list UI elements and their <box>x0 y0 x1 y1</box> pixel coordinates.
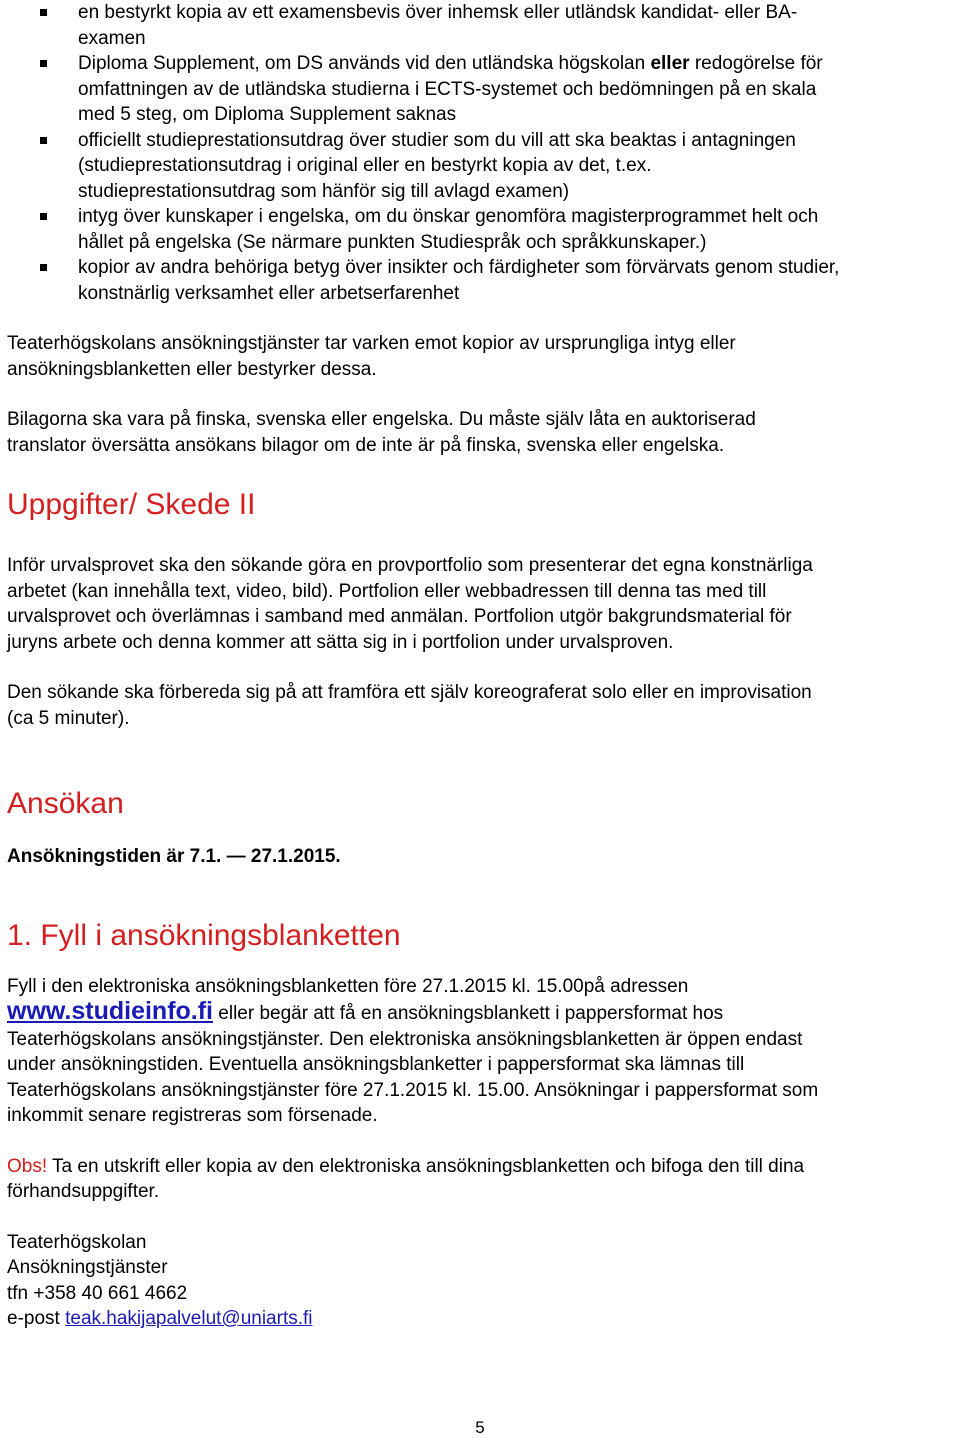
contact-block <box>7 1230 955 1332</box>
section-heading-skede: Uppgifter/ Skede II <box>7 488 256 521</box>
section-heading-ansokan: Ansökan <box>7 787 124 820</box>
paragraph-line: Teaterhögskolans ansökningstjänster före 27.1.2015 kl. 15.00. Ansökningar i pappersformat som <box>7 1079 819 1101</box>
paragraph-line: urvalsprovet och överlämnas i samband med anmälan. Portfolion utgör bakgrundsmaterial för <box>7 606 792 627</box>
contact-phone: tfn +358 40 661 4662 <box>7 1282 188 1304</box>
square-bullet-icon <box>40 60 47 67</box>
list-item-text: Diploma Supplement, om DS används vid den utländska högskolan <box>78 53 651 74</box>
square-bullet-icon <box>40 213 47 220</box>
paragraph-line: förhandsuppgifter. <box>7 1181 160 1202</box>
list-item-line: med 5 steg, om Diploma Supplement saknas <box>78 104 457 125</box>
paragraph-line: Inför urvalsprovet ska den sökande göra en provportfolio som presenterar det egna konstnärliga <box>7 555 813 576</box>
list-item-bold-word: eller <box>650 53 690 74</box>
paragraph-solo <box>7 680 955 731</box>
square-bullet-icon <box>40 137 47 144</box>
page-number: 5 <box>475 1418 485 1437</box>
list-item-line: examen <box>78 27 146 49</box>
paragraph-line: (ca 5 minuter). <box>7 707 130 729</box>
paragraph-languages <box>7 407 955 458</box>
paragraph-line: translator översätta ansökans bilagor om de inte är på finska, svenska eller engelska. <box>7 434 725 456</box>
list-item-line: intyg över kunskaper i engelska, om du önskar genomföra magisterprogrammet helt och <box>78 206 819 227</box>
application-period: Ansökningstiden är 7.1. — 27.1.2015. <box>7 846 341 867</box>
studieinfo-link[interactable]: www.studieinfo.fi <box>7 997 214 1025</box>
list-item-line: hållet på engelska (Se närmare punkten Studiespråk och språkkunskaper.) <box>78 231 707 253</box>
list-item-line: en bestyrkt kopia av ett examensbevis över inhemsk eller utländsk kandidat- eller BA- <box>78 2 798 23</box>
contact-unit: Ansökningstjänster <box>7 1257 168 1278</box>
obs-label: Obs! <box>7 1155 48 1177</box>
paragraph-fill-form <box>7 974 955 1129</box>
list-item-line: konstnärlig verksamhet eller arbetserfarenhet <box>78 282 460 304</box>
paragraph-line: ansökningsblanketten eller bestyrker dessa. <box>7 358 377 380</box>
list-item <box>7 255 955 306</box>
list-item-line: officiellt studieprestationsutdrag över studier som du vill att ska beaktas i antagningen <box>78 129 796 151</box>
list-item <box>7 0 955 51</box>
list-item-line: studieprestationsutdrag som hänför sig till avlagd examen) <box>78 180 570 202</box>
list-item-line: omfattningen av de utländska studierna i ECTS-systemet och bedömningen på en skala <box>78 78 817 100</box>
attachment-list <box>7 0 955 306</box>
paragraph-portfolio <box>7 553 955 655</box>
square-bullet-icon <box>40 9 47 16</box>
paragraph-line: Den sökande ska förbereda sig på att framföra ett själv koreograferat solo eller en improvisation <box>7 682 812 703</box>
paragraph-line: Bilagorna ska vara på finska, svenska eller engelska. Du måste själv låta en auktoriserad <box>7 409 756 430</box>
paragraph-line: juryns arbete och denna kommer att sätta sig in i portfolion under urvalsproven. <box>7 631 674 653</box>
section-heading-fyll: 1. Fyll i ansökningsblanketten <box>7 918 401 952</box>
list-item <box>7 128 955 205</box>
paragraph-line: Fyll i den elektroniska ansökningsblanketten före 27.1.2015 kl. 15.00på adressen <box>7 975 689 997</box>
paragraph-line: under ansökningstiden. Eventuella ansökningsblanketter i pappersformat ska lämnas till <box>7 1054 745 1075</box>
list-item <box>7 51 955 128</box>
paragraph-line: arbetet (kan innehålla text, video, bild). Portfolion eller webbadressen till denna tas med till <box>7 580 767 602</box>
list-item <box>7 204 955 255</box>
paragraph-line: Teaterhögskolans ansökningstjänster. Den elektroniska ansökningsblanketten är öppen endast <box>7 1028 803 1050</box>
square-bullet-icon <box>40 264 47 271</box>
document-page <box>7 0 955 1332</box>
paragraph-line: inkommit senare registreras som försenade. <box>7 1105 378 1126</box>
paragraph-line: Teaterhögskolans ansökningstjänster tar varken emot kopior av ursprungliga intyg eller <box>7 333 736 354</box>
list-item-line: (studieprestationsutdrag i original eller en bestyrkt kopia av det, t.ex. <box>78 155 652 176</box>
list-item-text: redogörelse för <box>689 53 823 74</box>
contact-org: Teaterhögskolan <box>7 1231 147 1253</box>
paragraph-certification <box>7 331 955 382</box>
paragraph-line: eller begär att få en ansökningsblankett i pappersformat hos <box>213 1003 724 1024</box>
list-item-line: kopior av andra behöriga betyg över insikter och färdigheter som förvärvats genom studier, <box>78 257 840 278</box>
contact-email-link[interactable]: teak.hakijapalvelut@uniarts.fi <box>65 1308 313 1329</box>
contact-email-label: e-post <box>7 1308 66 1329</box>
paragraph-line: Ta en utskrift eller kopia av den elektroniska ansökningsblanketten och bifoga den till dina <box>47 1155 805 1177</box>
paragraph-obs <box>7 1154 955 1205</box>
